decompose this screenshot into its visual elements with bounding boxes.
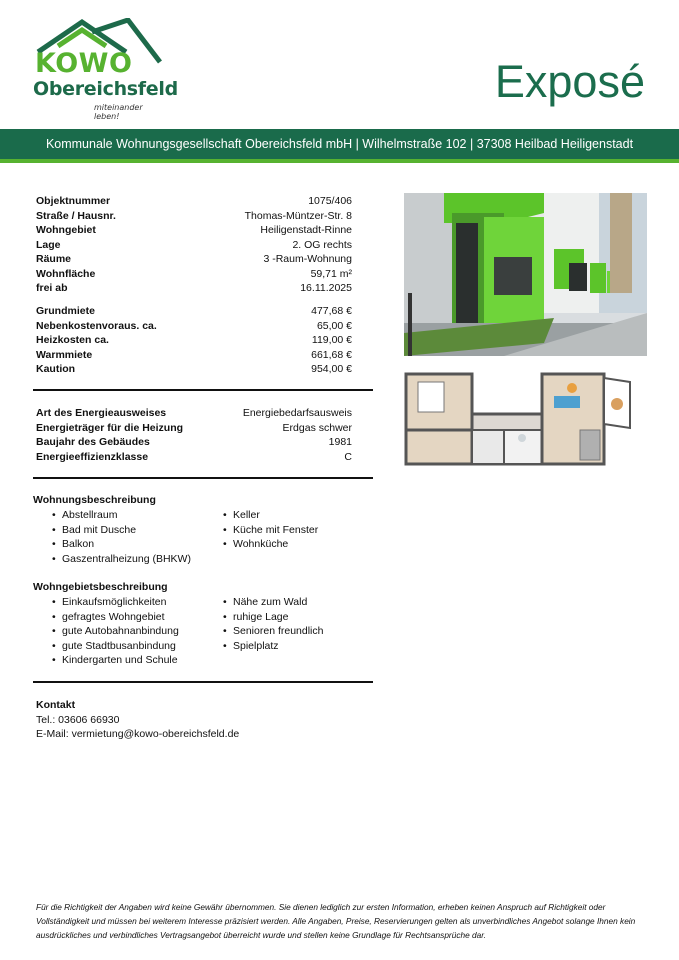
logo-text-obereichsfeld: Obereichsfeld [33,78,178,100]
apartment-description-title: Wohnungsbeschreibung [33,494,156,506]
building-photo [404,193,647,356]
cost-row [36,333,352,348]
list-item: • Bad mit Dusche [52,523,191,538]
info-value: 1075/406 [308,195,352,207]
info-value: Heiligenstadt-Rinne [260,224,352,236]
energy-table [36,406,352,464]
list-item: • Balkon [52,537,191,552]
cost-label: Warmmiete [36,348,93,361]
cost-value: 477,68 € [311,305,352,317]
area-features-list-2 [223,595,323,653]
contact-title: Kontakt [36,699,76,711]
energy-label: Energieeffizienzklasse [36,450,149,463]
cost-value: 119,00 € [311,334,352,346]
list-item: • Gaszentralheizung (BHKW) [52,552,191,567]
company-logo [30,18,178,121]
banner-accent-line [0,159,679,163]
info-value: 59,71 m² [310,267,352,280]
contact-phone: Tel.: 03606 66930 [36,713,120,726]
info-label: frei ab [36,282,68,294]
list-item: • Wohnküche [223,537,318,552]
cost-row [36,362,352,377]
info-value: 3 -Raum-Wohnung [263,253,352,265]
info-label: Lage [36,238,61,251]
energy-row [36,450,352,465]
cost-label: Heizkosten ca. [36,334,109,346]
area-features-list [52,595,179,668]
cost-value: 661,68 € [311,348,352,361]
legal-disclaimer: Für die Richtigkeit der Angaben wird keine Gewähr übernommen. Sie dienen lediglich zur ersten Information, erheben keinen Anspruch auf Richtigkeit oder Vollständigkeit und müssen bei weiterem Interesse präzisiert werden. Alle Angaben, Preise, Reservierungen gelten als unverbindliches Angebot solange Ihnen kein ausdrückliches und verbindliches Vertragsangebot überreicht wurde und stellen keine Grundlage für Rechtsansprüche dar. [36,902,636,940]
energy-value: C [344,450,352,463]
info-value: 2. OG rechts [292,238,352,251]
energy-label: Energieträger für die Heizung [36,421,184,434]
info-row [36,194,352,209]
logo-text-kowo: KOWO [35,48,133,79]
list-item: • Einkaufsmöglichkeiten [52,595,179,610]
logo-tagline: miteinander leben! [94,103,143,121]
info-label: Wohngebiet [36,224,96,236]
energy-row [36,406,352,421]
contact-block [36,698,239,742]
floor-plan [404,370,632,470]
info-label: Straße / Hausnr. [36,209,116,222]
info-row [36,281,352,296]
divider [33,681,373,683]
cost-table [36,304,352,377]
cost-label: Kaution [36,363,76,375]
list-item: • Abstellraum [52,508,191,523]
area-description-title: Wohngebietsbeschreibung [33,581,168,593]
list-item: • Küche mit Fenster [223,523,318,538]
cost-row [36,348,352,363]
cost-row [36,319,352,334]
cost-row [36,304,352,319]
energy-value: Erdgas schwer [282,421,352,434]
list-item: • gute Stadtbusanbindung [52,639,179,654]
list-item: • gute Autobahnanbindung [52,624,179,639]
energy-row [36,435,352,450]
info-label: Wohnfläche [36,267,96,280]
info-row [36,223,352,238]
apartment-features-list-2 [223,508,318,552]
info-row [36,252,352,267]
cost-label: Grundmiete [36,305,95,317]
list-item: • Nähe zum Wald [223,595,323,610]
list-item: • Senioren freundlich [223,624,323,639]
divider [33,477,373,479]
list-item: • ruhige Lage [223,610,323,625]
company-banner: Kommunale Wohnungsgesellschaft Obereichsfeld mbH | Wilhelmstraße 102 | 37308 Heilbad Heiligenstadt [0,129,679,159]
list-item: • Kindergarten und Schule [52,653,179,668]
cost-value: 954,00 € [311,363,352,375]
object-info-table [36,194,352,296]
info-value: Thomas-Müntzer-Str. 8 [244,209,352,222]
cost-value: 65,00 € [316,319,352,332]
list-item: • Spielplatz [223,639,323,654]
page-title: Exposé [494,56,645,107]
info-value: 16.11.2025 [300,282,352,294]
info-row [36,209,352,224]
info-row [36,267,352,282]
cost-label: Nebenkostenvoraus. ca. [36,319,157,332]
energy-row [36,421,352,436]
energy-value: 1981 [328,436,352,448]
energy-label: Baujahr des Gebäudes [36,436,150,448]
energy-value: Energiebedarfsausweis [242,407,352,419]
list-item: • Keller [223,508,318,523]
list-item: • gefragtes Wohngebiet [52,610,179,625]
info-row [36,238,352,253]
info-label: Räume [36,253,72,265]
divider [33,389,373,391]
info-label: Objektnummer [36,195,111,207]
energy-label: Art des Energieausweises [36,407,167,419]
contact-email[interactable]: E-Mail: vermietung@kowo-obereichsfeld.de [36,728,240,740]
apartment-features-list [52,508,191,566]
